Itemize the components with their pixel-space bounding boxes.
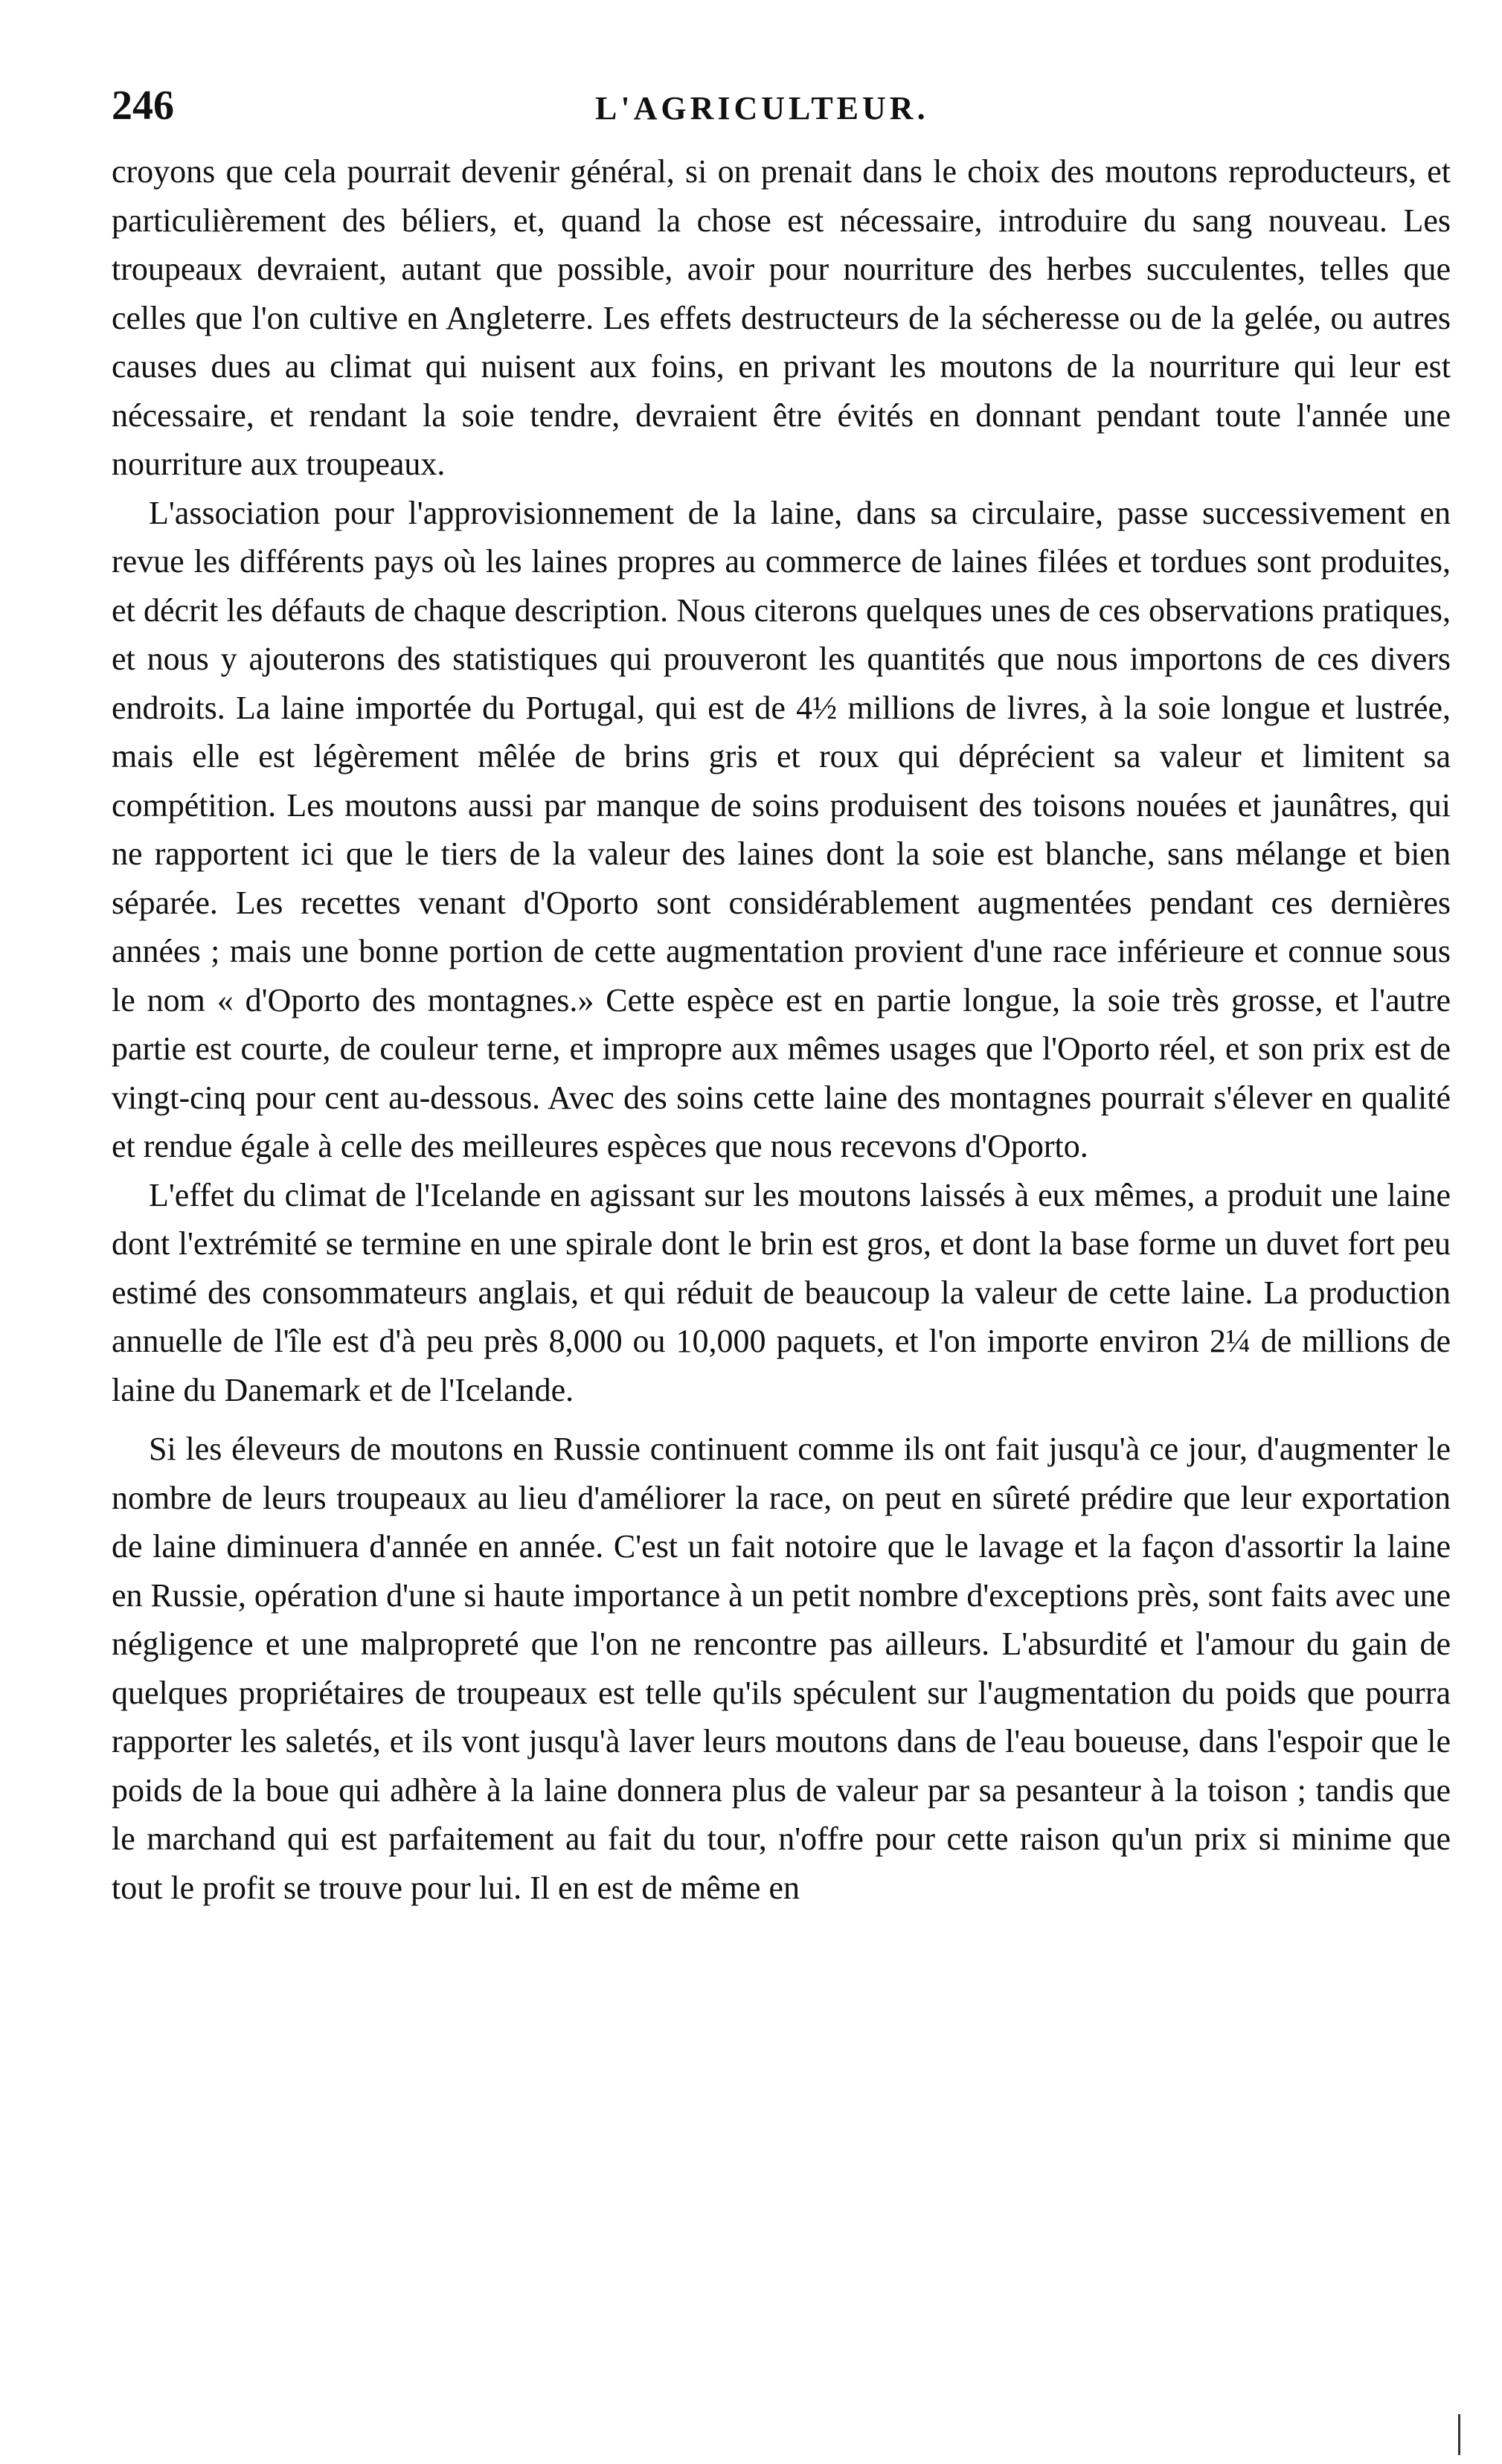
- margin-mark: [1458, 2414, 1460, 2455]
- paragraph: L'association pour l'approvisionnement de la laine, dans sa circulaire, passe successivement en revue les différents pays où les laines propres au commerce de laines filées et tordues sont produites, et décrit les défauts de chaque description. Nous citerons quelques unes de ces observations pratiques, et nous y ajouterons des statistiques qui prouveront les quantités que nous importons de ces divers endroits. La laine importée du Portugal, qui est de 4½ millions de livres, à la soie longue et lustrée, mais elle est légèrement mêlée de brins gris et roux qui déprécient sa valeur et limitent sa compétition. Les moutons aussi par manque de soins produisent des toisons nouées et jaunâtres, qui ne rapportent ici que le tiers de la valeur des laines dont la soie est blanche, sans mélange et bien séparée. Les recettes venant d'Oporto sont considérablement augmentées pendant ces dernières années ; mais une bonne portion de cette augmentation provient d'une race inférieure et connue sous le nom « d'Oporto des montagnes.» Cette espèce est en partie longue, la soie très grosse, et l'autre partie est courte, de couleur terne, et impropre aux mêmes usages que l'Oporto réel, et son prix est de vingt-cinq pour cent au-dessous. Avec des soins cette laine des montagnes pourrait s'élever en qualité et rendue égale à celle des meilleures espèces que nous recevons d'Oporto.: [112, 494, 1451, 1164]
- book-page: [112, 82, 1451, 1912]
- running-title: L'AGRICULTEUR.: [595, 90, 929, 126]
- paragraph: L'effet du climat de l'Icelande en agissant sur les moutons laissés à eux mêmes, a produit une laine dont l'extrémité se termine en une spirale dont le brin est gros, et dont la base forme un duvet fort peu estimé des consommateurs anglais, et qui réduit de beaucoup la valeur de cette laine. La production annuelle de l'île est d'à peu près 8,000 ou 10,000 paquets, et l'on importe environ 2¼ de millions de laine du Danemark et de l'Icelande.: [112, 1176, 1451, 1408]
- page-number: 246: [112, 83, 174, 129]
- paragraph: Si les éleveurs de moutons en Russie continuent comme ils ont fait jusqu'à ce jour, d'augmenter le nombre de leurs troupeaux au lieu d'améliorer la race, on peut en sûreté prédire que leur exportation de laine diminuera d'année en année. C'est un fait notoire que le lavage et la façon d'assortir la laine en Russie, opération d'une si haute importance à un petit nombre d'exceptions près, sont faits avec une négligence et une malpropreté que l'on ne rencontre pas ailleurs. L'absurdité et l'amour du gain de quelques propriétaires de troupeaux est telle qu'ils spéculent sur l'augmentation du poids que pourra rapporter les saletés, et ils vont jusqu'à laver leurs moutons dans de l'eau boueuse, dans l'espoir que le poids de la boue qui adhère à la laine donnera plus de valeur par sa pesanteur à la toison ; tandis que le marchand qui est parfaitement au fait du tour, n'offre pour cette raison qu'un prix si minime que tout le profit se trouve pour lui. Il en est de même en: [112, 1431, 1451, 1906]
- paragraph: croyons que cela pourrait devenir général, si on prenait dans le choix des moutons reproducteurs, et particulièrement des béliers, et, quand la chose est nécessaire, introduire du sang nouveau. Les troupeaux devraient, autant que possible, avoir pour nourriture des herbes succulentes, telles que celles que l'on cultive en Angleterre. Les effets destructeurs de la sécheresse ou de la gelée, ou autres causes dues au climat qui nuisent aux foins, en privant les moutons de la nourriture qui leur est nécessaire, et rendant la soie tendre, devraient être évités en donnant pendant toute l'année une nourriture aux troupeaux.: [112, 153, 1451, 482]
- body-text: [112, 147, 1451, 1912]
- running-head: [112, 82, 1451, 141]
